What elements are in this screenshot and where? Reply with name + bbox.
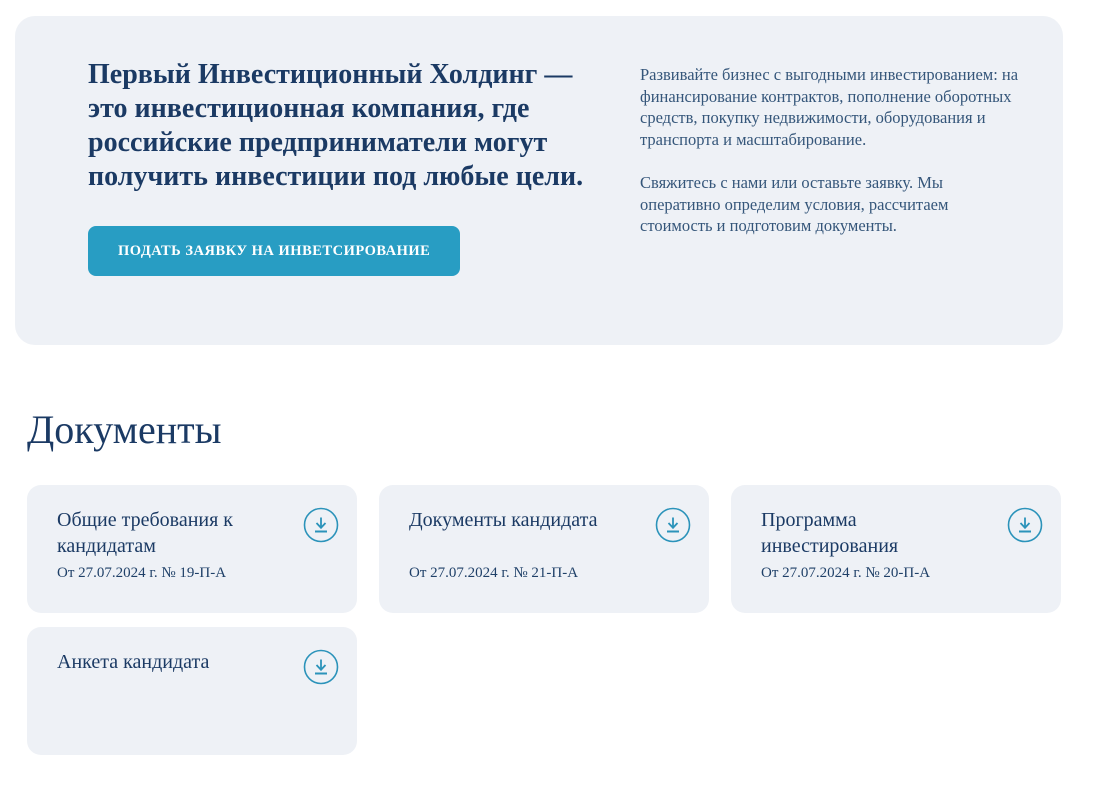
- download-icon: [303, 649, 339, 685]
- document-card-title: Общие требования к кандидатам: [57, 509, 234, 557]
- download-button[interactable]: [303, 649, 339, 685]
- download-button[interactable]: [1007, 507, 1043, 543]
- document-card-title: Программа инвестирования: [761, 509, 899, 557]
- documents-heading: Документы: [27, 407, 222, 452]
- download-button[interactable]: [655, 507, 691, 543]
- hero-paragraph-2: Свяжитесь с нами или оставьте заявку. Мы оперативно определим условия, рассчитаем стоимость и подготовим документы.: [640, 173, 949, 235]
- document-card-title: Анкета кандидата: [57, 651, 210, 673]
- download-button[interactable]: [303, 507, 339, 543]
- document-card-candidate-documents[interactable]: [379, 485, 709, 613]
- download-icon: [1007, 507, 1043, 543]
- hero-paragraph-1: Развивайте бизнес с выгодными инвестированием: на финансирование контрактов, пополнение оборотных средств, покупку недвижимости, оборудования и транспорта и масштабирование.: [640, 65, 1019, 149]
- hero-description: [640, 58, 1020, 345]
- hero-panel: [15, 16, 1063, 345]
- documents-card-grid: [27, 485, 1061, 755]
- document-card-candidate-form[interactable]: [27, 627, 357, 755]
- download-icon: [655, 507, 691, 543]
- submit-investment-application-button[interactable]: ПОДАТЬ ЗАЯВКУ НА ИНВЕТСИРОВАНИЕ: [88, 226, 460, 276]
- document-card-date: От 27.07.2024 г. № 20-П-А: [761, 565, 931, 581]
- download-icon: [303, 507, 339, 543]
- document-card-date: От 27.07.2024 г. № 21-П-А: [409, 565, 579, 581]
- document-card-date: От 27.07.2024 г. № 19-П-А: [57, 565, 227, 581]
- document-card-investment-program[interactable]: [731, 485, 1061, 613]
- document-card-title: Документы кандидата: [409, 509, 598, 531]
- document-card-general-requirements[interactable]: [27, 485, 357, 613]
- hero-title: Первый Инвестиционный Холдинг — это инвестиционная компания, где российские предприниматели могут получить инвестиции под любые цели.: [88, 59, 584, 192]
- documents-section: [27, 407, 1061, 755]
- hero-left-column: [88, 58, 593, 345]
